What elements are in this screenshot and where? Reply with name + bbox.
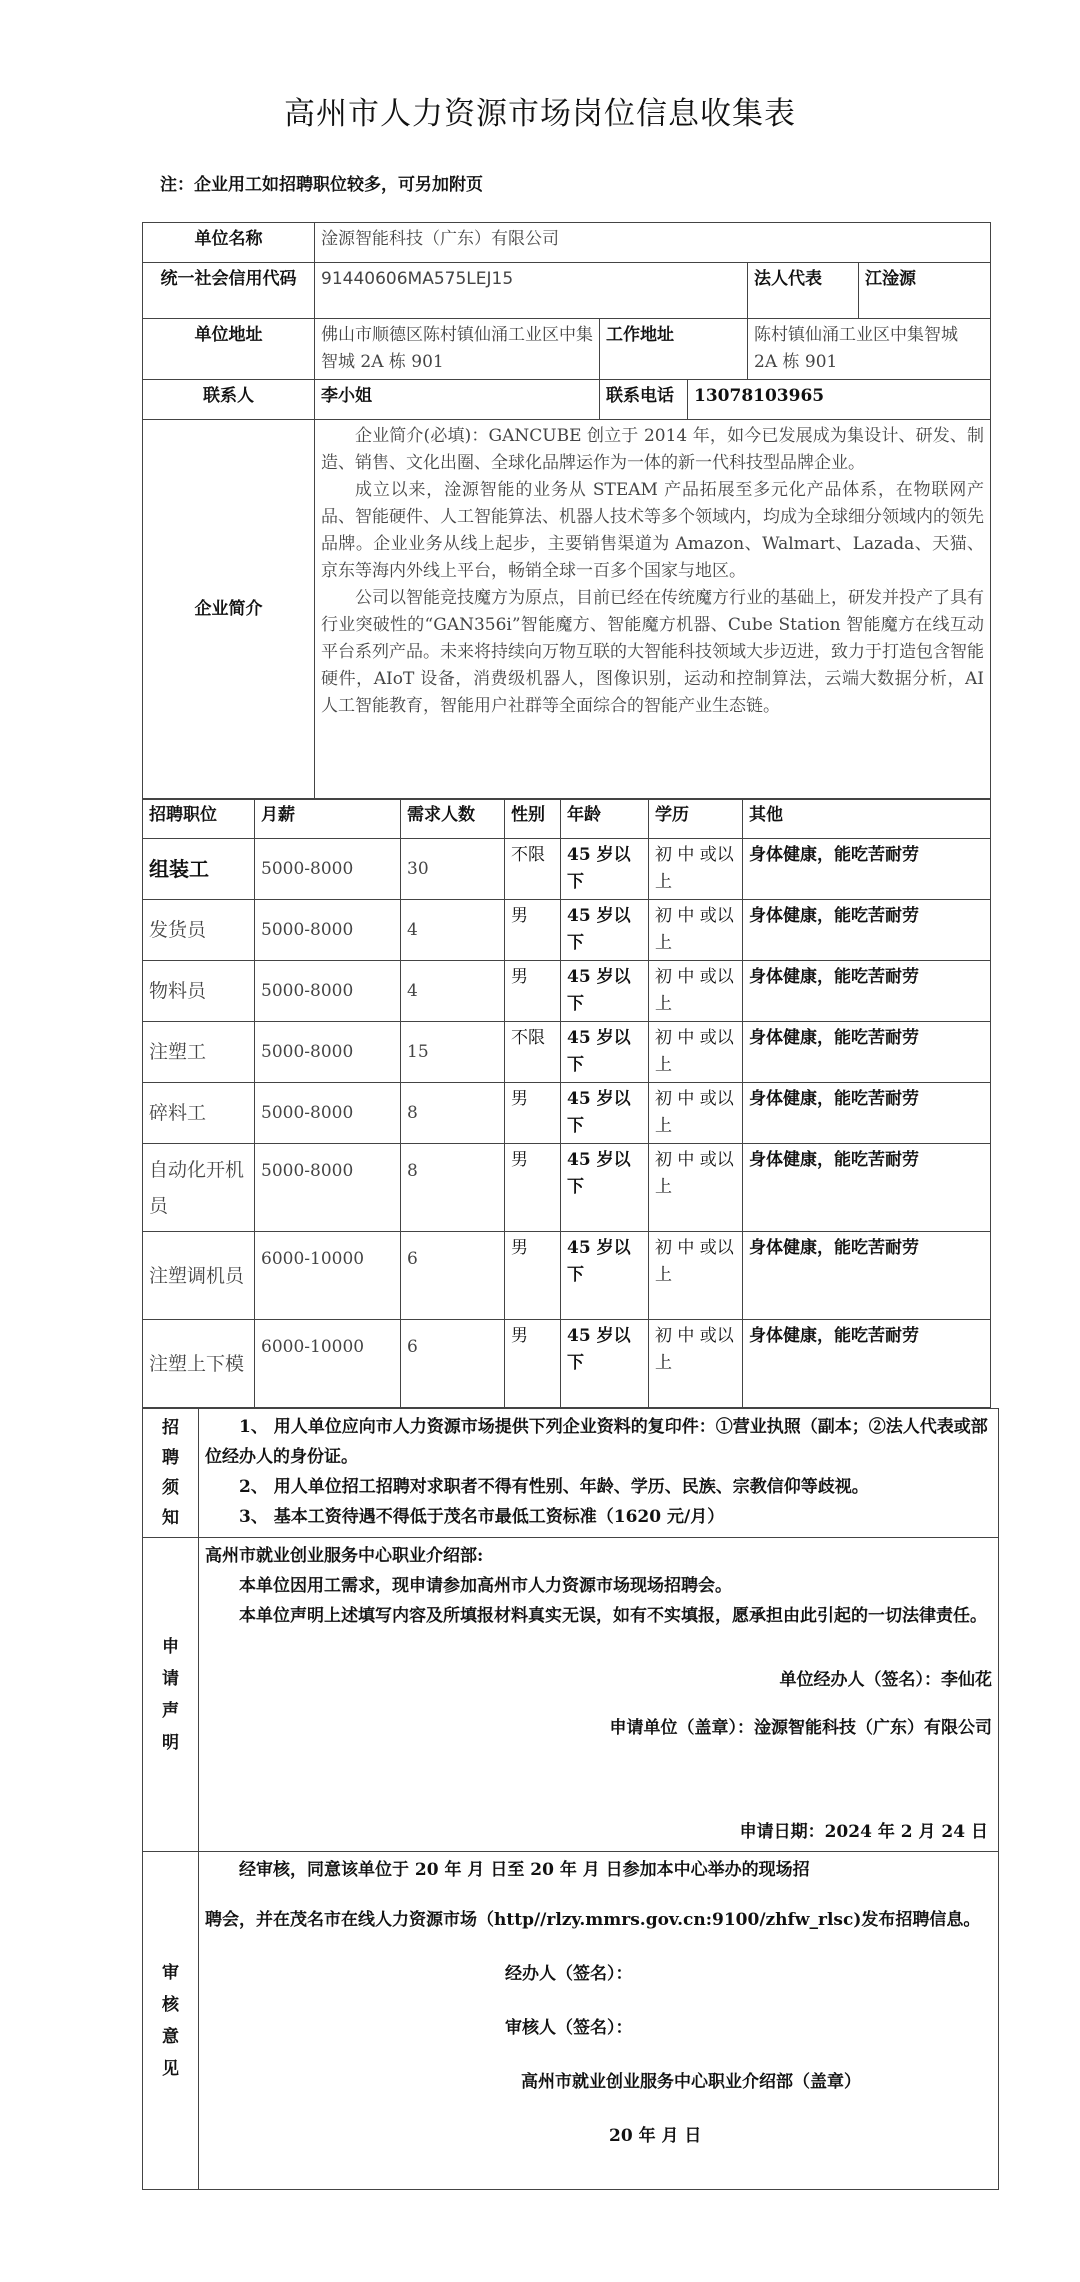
job-other: 身体健康，能吃苦耐劳	[743, 1144, 991, 1232]
job-other: 身体健康，能吃苦耐劳	[743, 1232, 991, 1320]
job-edu: 初 中 或以上	[649, 1083, 743, 1144]
job-edu: 初 中 或以上	[649, 1232, 743, 1320]
job-age: 45 岁以下	[561, 961, 649, 1022]
job-count: 8	[401, 1083, 505, 1144]
job-gender: 男	[505, 1320, 561, 1408]
credit-code-value: 91440606MA575LEJ15	[315, 263, 748, 319]
legal-rep-label: 法人代表	[748, 263, 859, 319]
job-edu: 初 中 或以上	[649, 1144, 743, 1232]
job-count: 30	[401, 839, 505, 900]
page-title: 高州市人力资源市场岗位信息收集表	[284, 96, 796, 132]
address-value: 佛山市顺德区陈村镇仙涌工业区中集智城 2A 栋 901	[315, 319, 600, 380]
credit-code-label: 统一社会信用代码	[143, 263, 315, 319]
job-count: 4	[401, 961, 505, 1022]
job-title: 注塑调机员	[143, 1232, 255, 1320]
declaration-table	[142, 1408, 999, 2190]
job-salary: 6000-10000	[255, 1232, 401, 1320]
job-count: 4	[401, 900, 505, 961]
job-age: 45 岁以下	[561, 839, 649, 900]
job-age: 45 岁以下	[561, 1083, 649, 1144]
notice-label-text: 招聘须知	[162, 1418, 179, 1528]
table-row	[143, 1320, 991, 1408]
job-gender: 男	[505, 1083, 561, 1144]
jobs-header-count: 需求人数	[401, 799, 505, 839]
job-gender: 男	[505, 961, 561, 1022]
job-edu: 初 中 或以上	[649, 1320, 743, 1408]
review-reviewer: 审核人（签名）：	[505, 2018, 633, 2038]
review-label-text: 审核意见	[162, 1962, 179, 2079]
legal-rep-value: 江淦源	[859, 263, 991, 319]
review-date: 20 年 月 日	[609, 2126, 702, 2146]
review-line: 经审核，同意该单位于 20 年 月 日至 20 年 月 日参加本中心举办的现场招	[239, 1860, 810, 1880]
job-salary: 5000-8000	[255, 839, 401, 900]
job-age: 45 岁以下	[561, 900, 649, 961]
job-edu: 初 中 或以上	[649, 900, 743, 961]
application-addressee: 高州市就业创业服务中心职业介绍部:	[205, 1546, 484, 1566]
job-salary: 5000-8000	[255, 961, 401, 1022]
job-title: 注塑上下模	[143, 1320, 255, 1408]
address-label: 单位地址	[143, 319, 315, 380]
intro-paragraph: 公司以智能竞技魔方为原点，目前已经在传统魔方行业的基础上，研发并投产了具有行业突破性的“GAN356i”智能魔方、智能魔方机器、Cube Station 智能魔方在线互动平台系列产品。未来将持续向万物互联的大智能科技领域大步迈进，致力于打造包含智能硬件，AIoT 设备，消费级机器人，图像识别，运动和控制算法，云端大数据分析，AI 人工智能教育，智能用户社群等全面综合的智能产业生态链。	[321, 588, 985, 716]
review-line: 聘会，并在茂名市在线人力资源市场（http//rlzy.mmrs.gov.cn:9100/zhfw_rlsc)发布招聘信息。	[205, 1910, 981, 1930]
job-count: 6	[401, 1232, 505, 1320]
table-row	[143, 1232, 991, 1320]
job-salary: 5000-8000	[255, 900, 401, 961]
job-count: 8	[401, 1144, 505, 1232]
company-info-table	[142, 222, 991, 800]
job-title: 发货员	[143, 900, 255, 961]
jobs-header-gender: 性别	[505, 799, 561, 839]
table-row	[143, 961, 991, 1022]
jobs-header-age: 年龄	[561, 799, 649, 839]
contact-value: 李小姐	[315, 380, 600, 420]
review-content	[199, 1852, 999, 2190]
note-text: 注：企业用工如招聘职位较多，可另加附页	[160, 175, 483, 195]
jobs-header-edu: 学历	[649, 799, 743, 839]
job-gender: 男	[505, 1144, 561, 1232]
application-applicant: 申请单位（盖章）：淦源智能科技（广东）有限公司	[609, 1718, 992, 1738]
phone-label: 联系电话	[600, 380, 688, 420]
review-dept: 高州市就业创业服务中心职业介绍部（盖章）	[521, 2072, 861, 2092]
application-content	[199, 1538, 999, 1852]
application-label	[143, 1538, 199, 1852]
application-label-text: 申请声明	[162, 1636, 179, 1753]
job-other: 身体健康，能吃苦耐劳	[743, 1083, 991, 1144]
company-name-value: 淦源智能科技（广东）有限公司	[315, 223, 991, 263]
notice-content	[199, 1409, 999, 1538]
application-para: 本单位因用工需求，现申请参加高州市人力资源市场现场招聘会。	[239, 1576, 732, 1596]
job-title: 注塑工	[143, 1022, 255, 1083]
application-date: 申请日期：2024 年 2 月 24 日	[739, 1822, 988, 1842]
job-salary: 5000-8000	[255, 1022, 401, 1083]
jobs-table	[142, 798, 991, 1408]
review-label	[143, 1852, 199, 2190]
jobs-header-title: 招聘职位	[143, 799, 255, 839]
intro-text	[315, 420, 991, 800]
notice-item: 3、 基本工资待遇不得低于茂名市最低工资标准（1620 元/月）	[239, 1507, 725, 1527]
phone-value: 13078103965	[688, 380, 991, 420]
job-title: 自动化开机员	[143, 1144, 255, 1232]
job-other: 身体健康，能吃苦耐劳	[743, 961, 991, 1022]
intro-paragraph: 企业简介(必填)：GANCUBE 创立于 2014 年，如今已发展成为集设计、研发、制造、销售、文化出圈、全球化品牌运作为一体的新一代科技型品牌企业。	[321, 426, 985, 473]
intro-paragraph: 成立以来，淦源智能的业务从 STEAM 产品拓展至多元化产品体系，在物联网产品、智能硬件、人工智能算法、机器人技术等多个领域内，均成为全球细分领域内的领先品牌。企业业务从线上起步，主要销售渠道为 Amazon、Walmart、Lazada、天猫、京东等海内外线上平台，畅销全球一百多个国家与地区。	[321, 480, 985, 581]
notice-item: 1、 用人单位应向市人力资源市场提供下列企业资料的复印件：①营业执照（副本；②法人代表或部位经办人的身份证。	[205, 1417, 988, 1467]
job-edu: 初 中 或以上	[649, 961, 743, 1022]
job-other: 身体健康，能吃苦耐劳	[743, 900, 991, 961]
job-other: 身体健康，能吃苦耐劳	[743, 1022, 991, 1083]
table-row	[143, 900, 991, 961]
work-address-label: 工作地址	[600, 319, 748, 380]
table-row	[143, 1144, 991, 1232]
table-row	[143, 1083, 991, 1144]
job-title: 组装工	[143, 839, 255, 900]
job-age: 45 岁以下	[561, 1022, 649, 1083]
job-age: 45 岁以下	[561, 1144, 649, 1232]
job-gender: 男	[505, 1232, 561, 1320]
job-other: 身体健康，能吃苦耐劳	[743, 1320, 991, 1408]
job-edu: 初 中 或以上	[649, 1022, 743, 1083]
contact-label: 联系人	[143, 380, 315, 420]
job-salary: 5000-8000	[255, 1083, 401, 1144]
job-other: 身体健康，能吃苦耐劳	[743, 839, 991, 900]
work-address-value: 陈村镇仙涌工业区中集智城 2A 栋 901	[748, 319, 991, 380]
job-title: 物料员	[143, 961, 255, 1022]
application-para: 本单位声明上述填写内容及所填报材料真实无误，如有不实填报，愿承担由此引起的一切法律责任。	[239, 1606, 987, 1626]
jobs-header-salary: 月薪	[255, 799, 401, 839]
review-handler: 经办人（签名）：	[505, 1964, 633, 1984]
company-name-label: 单位名称	[143, 223, 315, 263]
intro-label: 企业简介	[143, 420, 315, 800]
table-row	[143, 839, 991, 900]
jobs-header-other: 其他	[743, 799, 991, 839]
notice-item: 2、 用人单位招工招聘对求职者不得有性别、年龄、学历、民族、宗教信仰等歧视。	[239, 1477, 869, 1497]
table-row	[143, 1022, 991, 1083]
job-gender: 不限	[505, 839, 561, 900]
job-edu: 初 中 或以上	[649, 839, 743, 900]
job-age: 45 岁以下	[561, 1232, 649, 1320]
job-gender: 男	[505, 900, 561, 961]
job-count: 15	[401, 1022, 505, 1083]
job-salary: 5000-8000	[255, 1144, 401, 1232]
application-agent: 单位经办人（签名）：李仙花	[779, 1670, 992, 1690]
job-gender: 不限	[505, 1022, 561, 1083]
job-salary: 6000-10000	[255, 1320, 401, 1408]
notice-label	[143, 1409, 199, 1538]
job-age: 45 岁以下	[561, 1320, 649, 1408]
job-title: 碎料工	[143, 1083, 255, 1144]
job-count: 6	[401, 1320, 505, 1408]
